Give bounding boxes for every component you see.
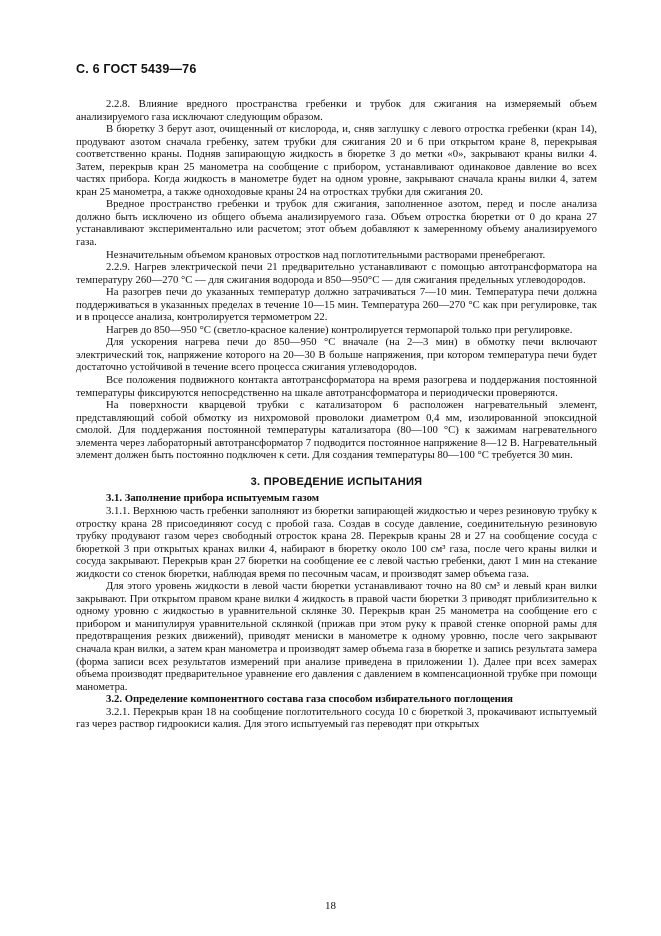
section-heading: 3. ПРОВЕДЕНИЕ ИСПЫТАНИЯ [250,475,423,488]
paragraph: На разогрев печи до указанных температур должно затрачиваться 7—10 мин. Температура печи должна поддерживаться в указанных пределах в течение 10—15 мин. Температура 260—270 °С как при регулировке, так и в процессе анализа, контролируется термометром 22. [76,286,597,324]
page-header: С. 6 ГОСТ 5439—76 [76,62,197,76]
subsection-heading: 3.1. Заполнение прибора испытуемым газом [106,492,319,505]
paragraph: В бюретку 3 берут азот, очищенный от кислорода, и, сняв заглушку с левого отростка гребенки (кран 14), продувают азотом сначала гребенку, затем трубки для сжигания 20 и 6 при открытом кране 8, перекрывая соответственно краны. Подняв запирающую жидкость в бюретке 3 до метки «0», закрывают краны вилки 4. Затем, перекрыв кран 25 манометра на сообщение с прибором, устанавливают одинаковое давление во всех частях прибора. Когда жидкость в манометре будет на одном уровне, закрывают сначала краны вилки 4, затем кран 25 манометра, а также одноходовые краны 24 на отростках трубки для сжигания 20. [76,123,597,198]
page-number: 18 [325,900,336,912]
paragraph: Все положения подвижного контакта автотрансформатора на время разогрева и поддержания постоянной температуры фиксируются непосредственно на шкале автотрансформатора и периодически проверяются. [76,374,597,399]
paragraph: 3.1.1. Верхнюю часть гребенки заполняют из бюретки запирающей жидкостью и через резиновую трубку к отростку крана 28 присоединяют сосуд с пробой газа. Создав в сосуде давление, соединительную резиновую трубку продувают газом через свободный отросток крана 28. Перекрыв краны 28 и 27 на сообщение сосуда с бюреткой 3 при открытых кранах вилки 4, набирают в бюретку около 100 см³ газа, после чего краны вилки и сосуда закрывают. Перекрыв кран 27 бюретки на сообщение ее с левой частью гребенки, дают 1 мин на стекание жидкости со стенок бюретки, наблюдая время по песочным часам, и производят замер объема газа. [76,504,597,580]
paragraph: Нагрев до 850—950 °С (светло-красное каление) контролируется термопарой только при регулировке. [106,323,573,336]
paragraph: Для ускорения нагрева печи до 850—950 °С вначале (на 2—3 мин) в обмотку печи включают электрический ток, напряжение которого на 20—30 В больше напряжения, при котором температура печи будет достаточно устойчивой в течение всего процесса сжигания углеводородов. [76,336,597,374]
paragraph: Незначительным объемом крановых отростков над поглотительными растворами пренебрегают. [106,248,546,261]
paragraph: 3.2.1. Перекрыв кран 18 на сообщение поглотительного сосуда 10 с бюреткой 3, прокачивают испытуемый газ через раствор гидроокиси калия. Для этого испытуемый газ переводят при открытых [76,705,597,731]
paragraph: Вредное пространство гребенки и трубок для сжигания, заполненное азотом, перед и после анализа должно быть исключено из общего объема анализируемого газа. Объем отростка бюретки от 0 до крана 27 устанавливают экспериментально или расчетом; этот объем добавляют к замеренному объему анализируемого газа. [76,198,597,249]
document-body [76,98,597,731]
paragraph: 2.2.8. Влияние вредного пространства гребенки и трубок для сжигания на измеряемый объем анализируемого газа исключают следующим образом. [76,98,597,123]
paragraph: Для этого уровень жидкости в левой части бюретки устанавливают точно на 80 см³ и левый кран вилки закрывают. При открытом правом кране вилки 4 жидкость в правой части бюретки 3 приводят приблизительно к одному уровню с жидкостью в уравнительной склянке 30. Перекрыв кран 25 манометра на сообщение его с прибором и манипулируя уравнительной склянкой (прижав при этом руку к правой стенке опорной рамы для предотвращения резких движений), приводят мениски в манометре к одному уровню, после чего закрывают сначала кран вилки, а затем кран манометра и производят замер объема газа в бюретке и запись результата замера (форма записи всех результатов измерений при анализе приведена в приложении 1). Далее при всех замерах объема производят предварительное уравнение его давления с давлением в компенсационной трубке при помощи манометра. [76,580,597,693]
paragraph: На поверхности кварцевой трубки с катализатором 6 расположен нагревательный элемент, представляющий собой обмотку из нихромовой проволоки диаметром 0,4 мм, изолированной эпоксидной смолой. Для поддержания постоянной температуры катализатора (80—100 °С) к зажимам нагревательного элемента через лабораторный автотрансформатор 7 подводится постоянное напряжение 8—12 В. Нагревательный элемент должен быть постоянно подключен к сети. Для создания температуры 80—100 °С требуется 30 мин. [76,399,597,462]
subsection-heading: 3.2. Определение компонентного состава газа способом избирательного поглощения [106,693,513,706]
paragraph: 2.2.9. Нагрев электрической печи 21 предварительно устанавливают с помощью автотрансформатора на температуру 260—270 °С — для сжигания водорода и 850—950°С — для сжигания предельных углеводородов. [76,261,597,286]
